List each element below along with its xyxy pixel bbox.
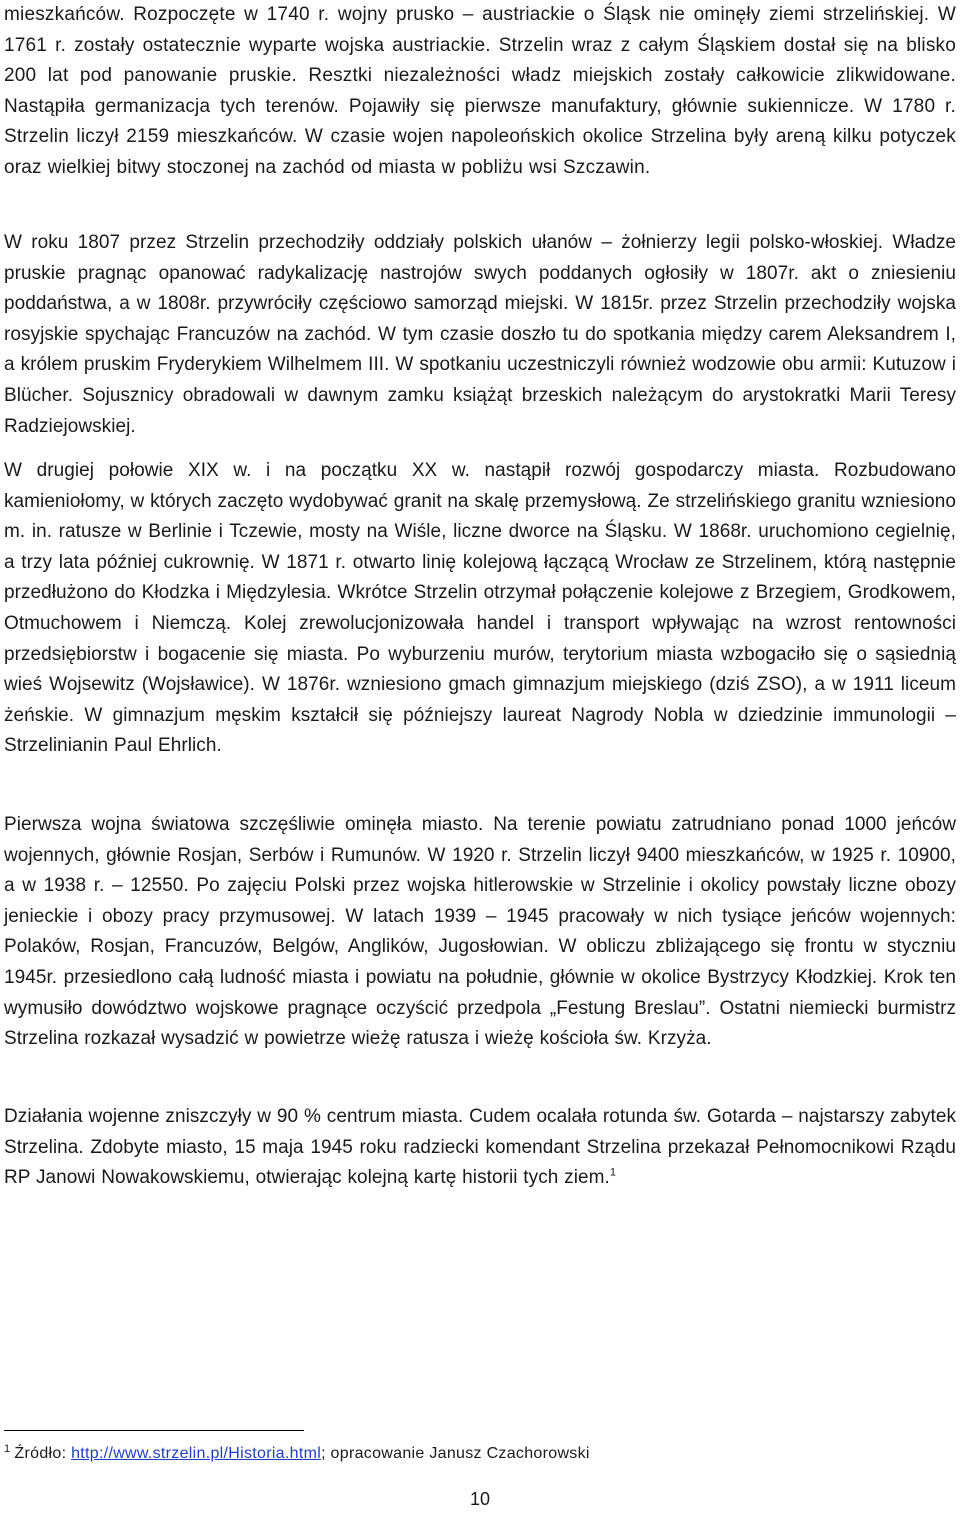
footnote-suffix: ; opracowanie Janusz Czachorowski xyxy=(321,1445,590,1462)
paragraph-economic-development: W drugiej połowie XIX w. i na początku XX w. nastąpił rozwój gospodarczy miasta. Rozbudowano kamieniołomy, w których zaczęto wydobywać granit na skalę przemysłową. Ze strzelińskiego granitu wzniesiono m. in. ratusze w Berlinie i Tczewie, mosty na Wiśle, liczne dworce na Śląsku. W 1868r. uruchomiono cegielnię, a trzy lata później cukrownię. W 1871 r. otwarto linię kolejową łączącą Wrocław ze Strzelinem, którą następnie przedłużono do Kłodzka i Międzylesia. Wkrótce Strzelin otrzymał połączenie kolejowe z Brzegiem, Grodkowem, Otmuchowem i Niemczą. Kolej zrewolucjonizowała handel i transport wpływając na wzrost rentowności przedsiębiorstw i bogacenie się miasta. Po wyburzeniu murów, terytorium miasta wzbogaciło się o sąsiednią wieś Wojsewitz (Wojsławice). W 1876r. wzniesiono gmach gimnazjum miejskiego (dziś ZSO), a w 1911 liceum żeńskie. W gimnazjum męskim kształcił się późniejszy laureat Nagrody Nobla w dziedzinie immunologii – Strzelinianin Paul Ehrlich. xyxy=(4,460,956,757)
paragraph-war-damage-text: Działania wojenne zniszczyły w 90 % centrum miasta. Cudem ocalała rotunda św. Gotarda – najstarszy zabytek Strzelina. Zdobyte miasto, 15 maja 1945 roku radziecki komendant Strzelina przekazał Pełnomocnikowi Rządu RP Janowi Nowakowskiemu, otwierając kolejną kartę historii tych ziem. xyxy=(4,1106,956,1189)
footnote xyxy=(4,1442,944,1466)
footnote-prefix: Źródło: xyxy=(14,1445,72,1462)
footnote-source-link[interactable]: http://www.strzelin.pl/Historia.html xyxy=(71,1445,322,1462)
paragraph-prussian-rule: mieszkańców. Rozpoczęte w 1740 r. wojny prusko – austriackie o Śląsk nie ominęły ziemi strzelińskiej. W 1761 r. zostały ostatecznie wyparte wojska austriackie. Strzelin wraz z całym Śląskiem dostał się na blisko 200 lat pod panowanie pruskie. Resztki niezależności władz miejskich zostały całkowicie zlikwidowane. Nastąpiła germanizacja tych terenów. Pojawiły się pierwsze manufaktury, głównie sukiennicze. W 1780 r. Strzelin liczył 2159 mieszkańców. W czasie wojen napoleońskich okolice Strzelina były areną kilku potyczek oraz wielkiej bitwy stoczonej na zachód od miasta w pobliżu wsi Szczawin. xyxy=(4,4,956,178)
footnote-divider xyxy=(4,1430,304,1431)
paragraph-world-wars: Pierwsza wojna światowa szczęśliwie ominęła miasto. Na terenie powiatu zatrudniano ponad 1000 jeńców wojennych, głównie Rosjan, Serbów i Rumunów. W 1920 r. Strzelin liczył 9400 mieszkańców, w 1925 r. 10900, a w 1938 r. – 12550. Po zajęciu Polski przez wojska hitlerowskie w Strzelinie i okolicy powstały liczne obozy jenieckie i obozy pracy przymusowej. W latach 1939 – 1945 pracowały w nich tysiące jeńców wojennych: Polaków, Rosjan, Francuzów, Belgów, Anglików, Jugosłowian. W obliczu zbliżającego się frontu w styczniu 1945r. przesiedlono całą ludność miasta i powiatu na południe, głównie w okolice Bystrzycy Kłodzkiej. Krok ten wymusiło dowództwo wojskowe pragnące oczyścić przedpola „Festung Breslau”. Ostatni niemiecki burmistrz Strzelina rozkazał wysadzić w powietrze wieżę ratusza i wieżę kościoła św. Krzyża. xyxy=(4,814,956,1050)
paragraph-war-damage xyxy=(4,1102,956,1194)
footnote-reference[interactable]: 1 xyxy=(609,1166,617,1179)
footnote-number: 1 xyxy=(4,1442,11,1455)
paragraph-napoleonic-era: W roku 1807 przez Strzelin przechodziły oddziały polskich ułanów – żołnierzy legii polsko-włoskiej. Władze pruskie pragnąc opanować radykalizację nastrojów swych poddanych ogłosiły w 1807r. akt o zniesieniu poddaństwa, a w 1808r. przywróciły częściowo samorząd miejski. W 1815r. przez Strzelin przechodziły wojska rosyjskie spychając Francuzów na zachód. W tym czasie doszło tu do spotkania między carem Aleksandrem I, a królem pruskim Fryderykiem Wilhelmem III. W spotkaniu uczestniczyli również wodzowie obu armii: Kutuzow i Blücher. Sojusznicy obradowali w dawnym zamku książąt brzeskich należącym do arystokratki Marii Teresy Radziejowskiej. xyxy=(4,232,956,437)
page-number: 10 xyxy=(469,1489,491,1509)
